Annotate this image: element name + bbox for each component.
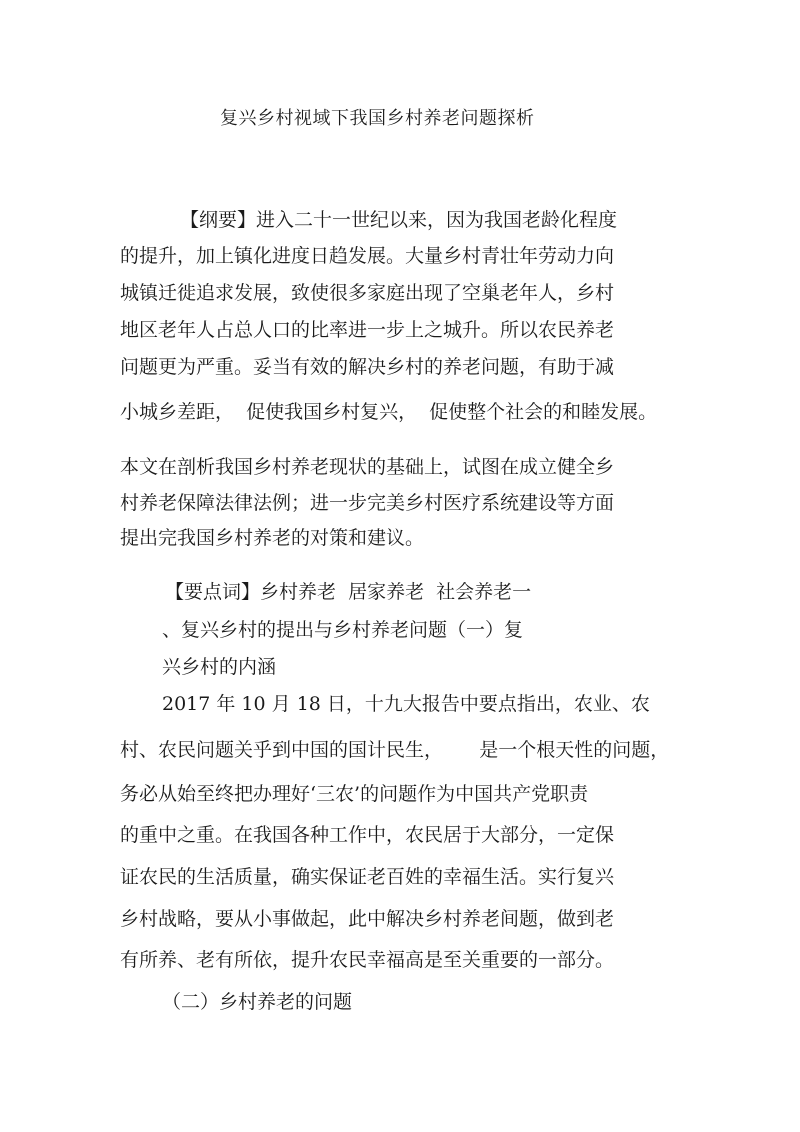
- abstract-line: 地区老年人占总人口的比率进一步上之城升。所以农民养老: [120, 319, 615, 341]
- keywords-line: 、复兴乡村的提出与乡村养老问题（一）复: [162, 619, 524, 641]
- body-line: 2017 年 10 月 18 日，十九大报告中要点指出，农业、农: [162, 693, 650, 715]
- abstract-line: 问题更为严重。妥当有效的解决乡村的养老问题，有助于减: [120, 356, 615, 378]
- keywords-line: 兴乡村的内涵: [162, 656, 277, 678]
- body-line: 务必从始至终把办理好‘三农’的问题作为中国共产党职责: [120, 783, 589, 805]
- section-heading: （二）乡村养老的问题: [162, 991, 353, 1013]
- abstract-line: 【纲要】进入二十一世纪以来，因为我国老龄化程度: [180, 209, 618, 231]
- keywords-line: 【要点词】乡村养老 居家养老 社会养老一: [165, 581, 532, 603]
- body-line: 村、农民问题关乎到中国的国计民生， 是一个根天性的问题，: [120, 739, 670, 761]
- body-line: 乡村战略，要从小事做起，此中解决乡村养老间题，做到老: [120, 908, 615, 930]
- abstract-line: 小城乡差距， 促使我国乡村复兴， 促使整个社会的和睦发展。: [120, 401, 658, 423]
- abstract-line: 城镇迁徙追求发展，致使很多家庭出现了空巢老年人，乡村: [120, 282, 615, 304]
- document-title: 复兴乡村视域下我国乡村养老问题探析: [220, 108, 535, 129]
- body-line: 有所养、老有所依，提升农民幸福高是至关重要的一部分。: [120, 949, 615, 971]
- body-line: 的重中之重。在我国各种工作中，农民居于大部分，一定保: [120, 824, 615, 846]
- abstract-cont-line: 本文在剖析我国乡村养老现状的基础上，试图在成立健全乡: [120, 456, 615, 478]
- body-line: 证农民的生活质量，确实保证老百姓的幸福生活。实行复兴: [120, 866, 615, 888]
- abstract-line: 的提升，加上镇化进度日趋发展。大量乡村青壮年劳动力向: [120, 245, 615, 267]
- abstract-cont-line: 提出完我国乡村养老的对策和建议。: [120, 527, 425, 549]
- abstract-cont-line: 村养老保障法律法例；进一步完美乡村医疗系统建设等方面: [120, 492, 615, 514]
